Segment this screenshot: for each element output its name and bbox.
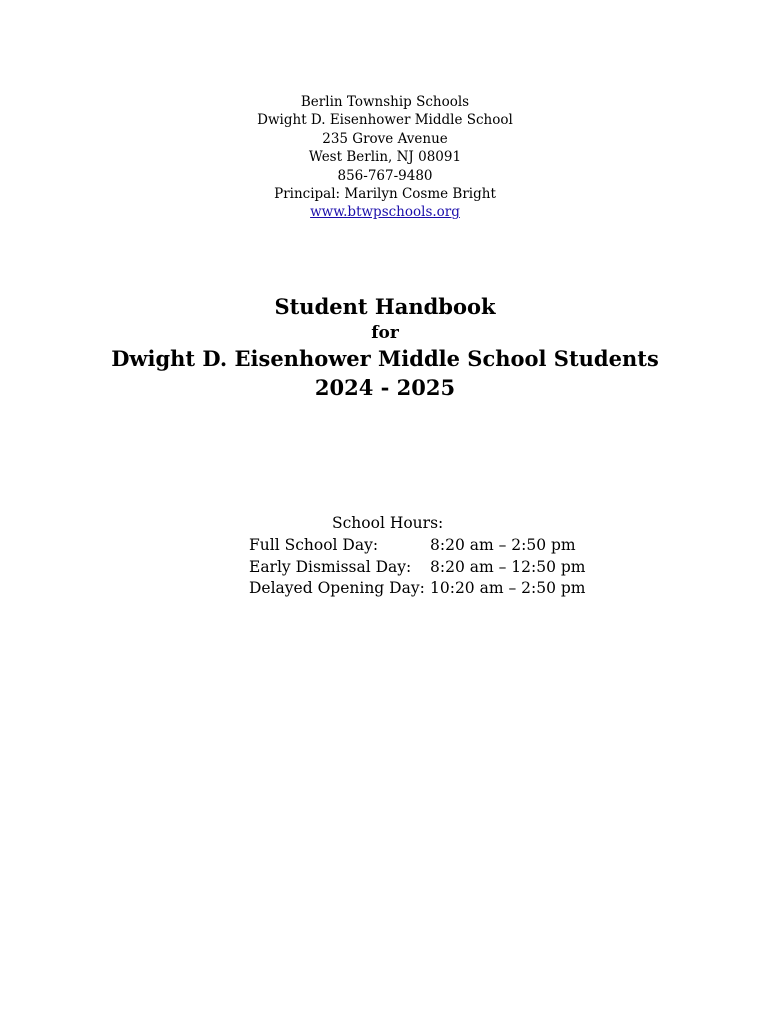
title-main: Student Handbook	[274, 294, 496, 319]
school-name: Dwight D. Eisenhower Middle School	[257, 112, 513, 129]
website-line	[0, 203, 770, 221]
hours-label: Full School Day:	[249, 536, 379, 554]
school-hours-table	[249, 535, 610, 600]
website-link[interactable]: www.btwpschools.org	[310, 204, 460, 221]
hours-time: 8:20 am – 12:50 pm	[430, 557, 586, 576]
hours-time: 8:20 am – 2:50 pm	[430, 536, 576, 554]
city-state-zip: West Berlin, NJ 08091	[308, 149, 462, 166]
school-hours-heading: School Hours:	[332, 514, 444, 532]
hours-row	[249, 535, 610, 557]
hours-label: Delayed Opening Day:	[249, 579, 425, 597]
hours-label: Early Dismissal Day:	[249, 557, 412, 576]
handbook-title	[0, 292, 770, 402]
title-for: for	[371, 323, 399, 343]
hours-time: 10:20 am – 2:50 pm	[430, 579, 586, 597]
street-address: 235 Grove Avenue	[322, 130, 448, 147]
title-school: Dwight D. Eisenhower Middle School Students	[111, 346, 659, 371]
district-name: Berlin Township Schools	[300, 94, 470, 110]
school-contact-header	[0, 93, 770, 222]
hours-row	[249, 578, 610, 600]
hours-row	[249, 557, 610, 579]
title-year: 2024 - 2025	[314, 375, 456, 400]
principal-name: Principal: Marilyn Cosme Bright	[274, 186, 496, 203]
phone-number: 856-767-9480	[337, 167, 433, 184]
